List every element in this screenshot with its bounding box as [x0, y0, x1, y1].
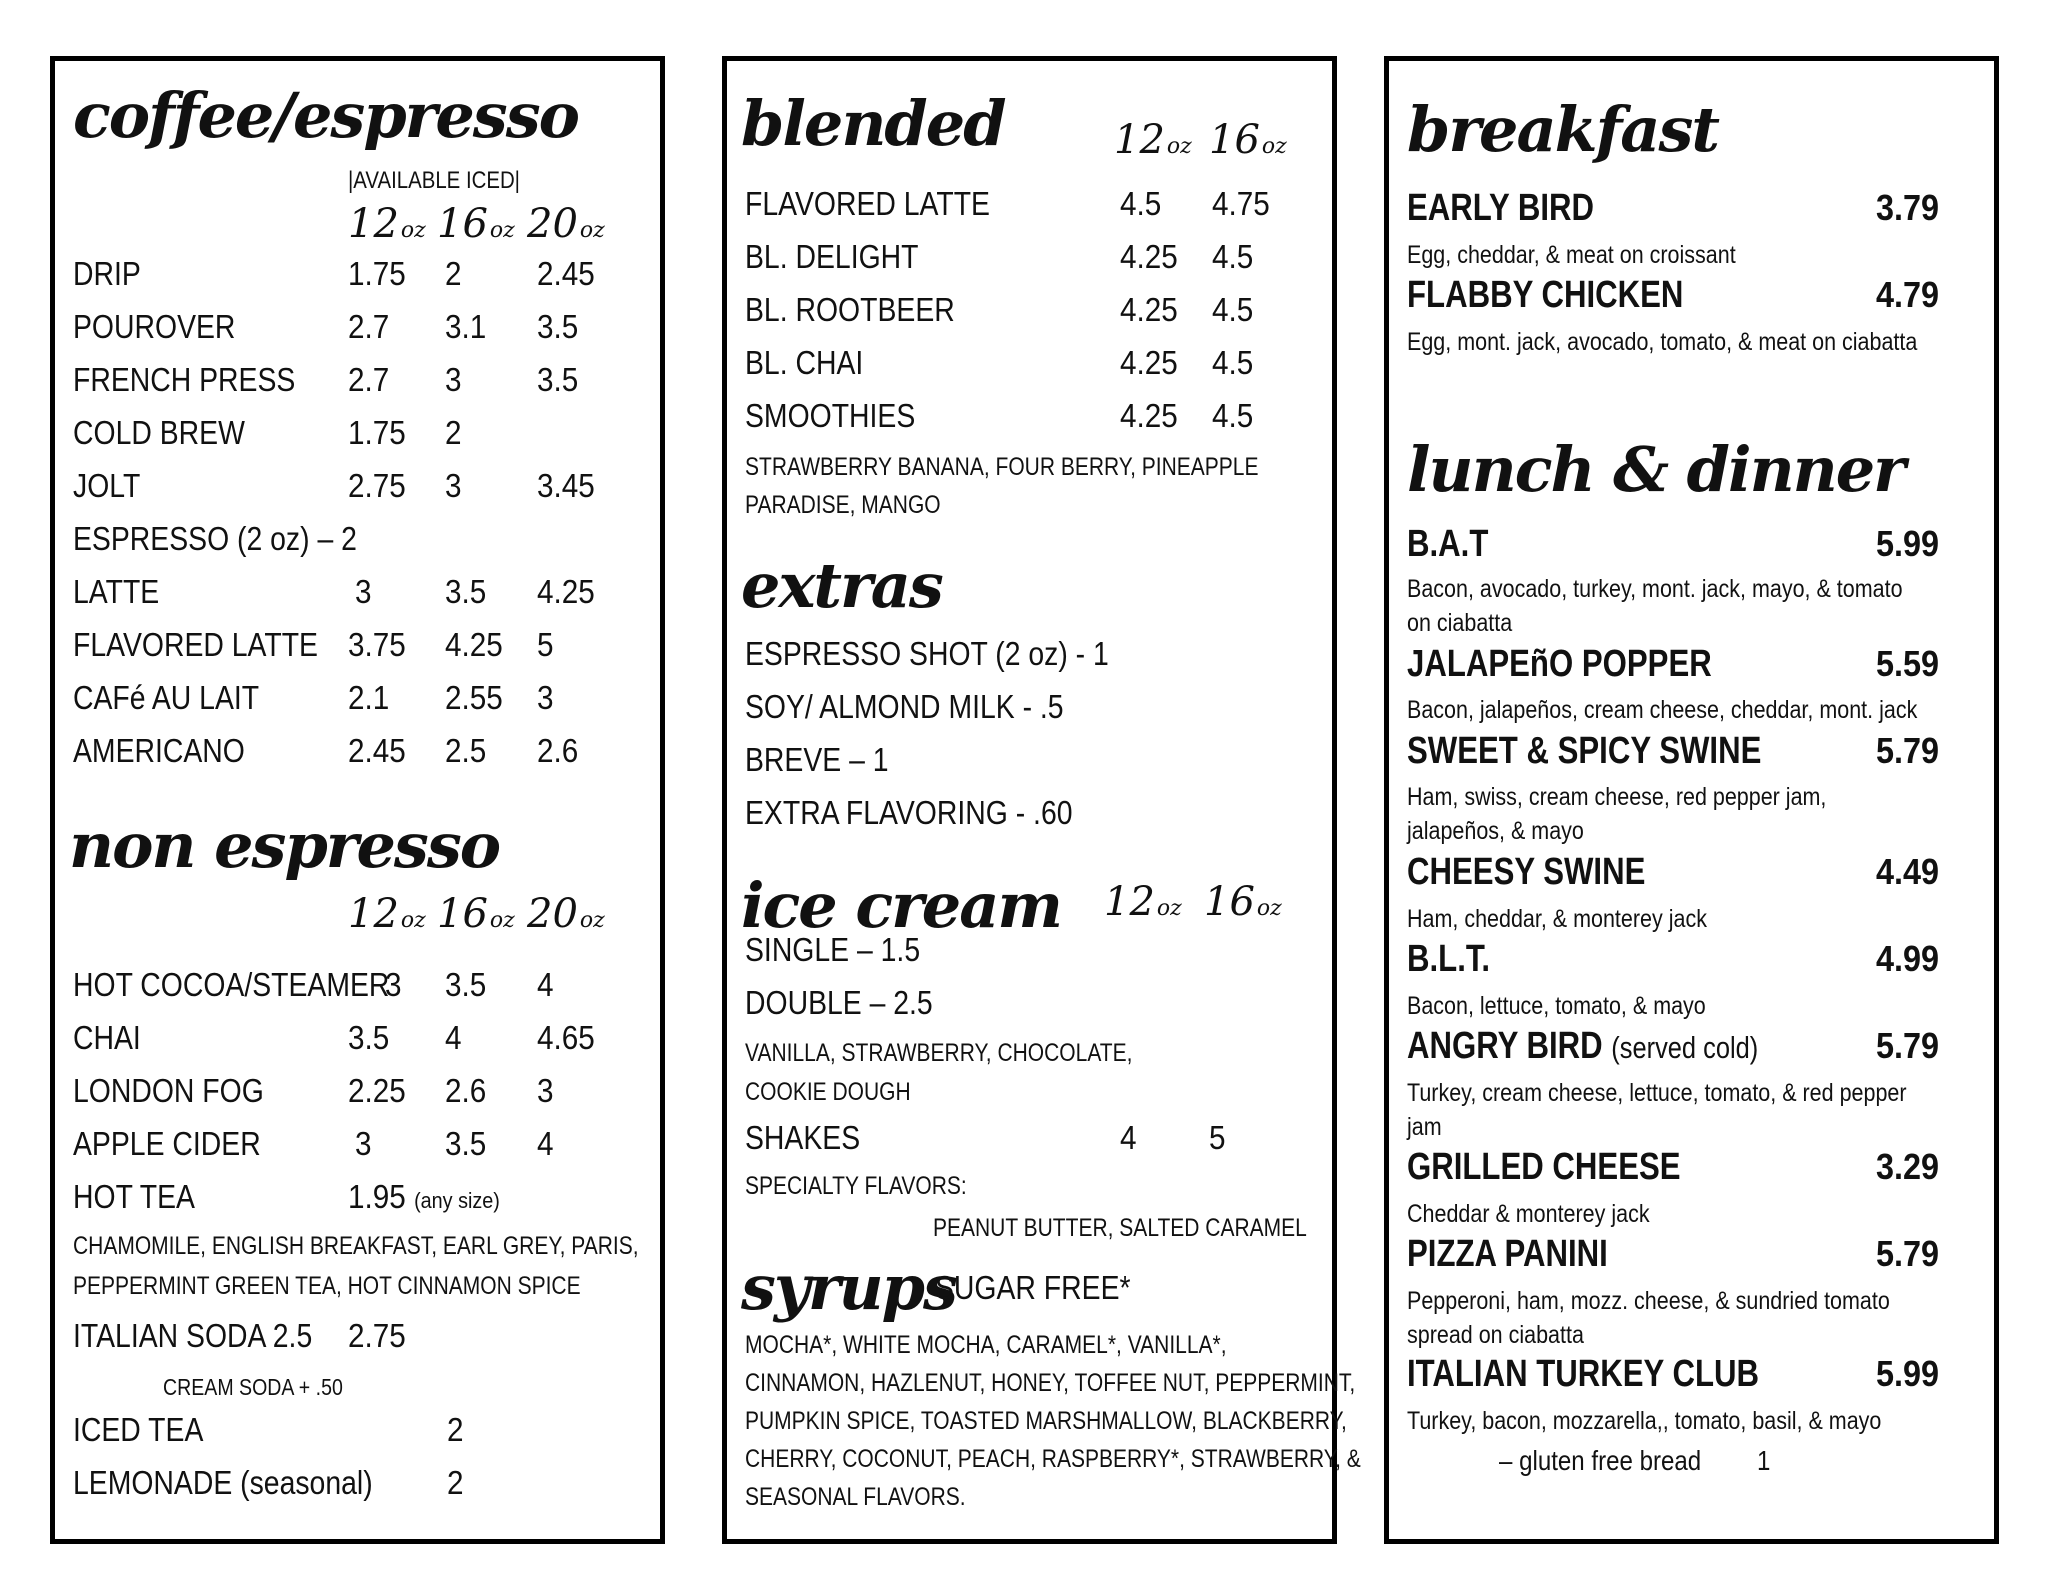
price-16: 2.6 [445, 1072, 487, 1109]
extras-item-extra-flavoring: EXTRA FLAVORING - .60 [745, 794, 1073, 831]
price-20: 3 [537, 1072, 554, 1109]
blended-size-16: 16oz [1209, 117, 1287, 163]
price-16: 4.5 [1212, 291, 1254, 328]
blended-title: blended [741, 87, 1005, 160]
ice-cream-title: ice cream [741, 869, 1061, 942]
price-16: 3 [445, 467, 462, 504]
smoothie-flavors-line-2: PARADISE, MANGO [745, 491, 941, 519]
item-name: ANGRY BIRD (served cold) [1407, 1025, 1759, 1067]
price-16: 4 [445, 1019, 462, 1056]
item-desc-1: Pepperoni, ham, mozz. cheese, & sundried tomato [1407, 1287, 1890, 1315]
tea-flavor-line-2: PEPPERMINT GREEN TEA, HOT CINNAMON SPICE [73, 1272, 581, 1300]
item-desc-1: Cheddar & monterey jack [1407, 1200, 1650, 1228]
price-20: 4 [537, 1125, 554, 1162]
item-name: BL. ROOTBEER [745, 291, 955, 328]
non-espresso-size-16: 16oz [437, 891, 515, 937]
item-price: 5.79 [1876, 730, 1940, 771]
price-16: 3.5 [445, 573, 487, 610]
non-espresso-size-20: 20oz [527, 891, 605, 937]
item-desc-1: Bacon, lettuce, tomato, & mayo [1407, 992, 1706, 1020]
price-12: 3 [355, 573, 372, 610]
item-desc-1: Bacon, avocado, turkey, mont. jack, mayo, & tomato [1407, 575, 1903, 603]
item-desc-2: on ciabatta [1407, 609, 1513, 637]
price-16: 2.75 [348, 1317, 406, 1354]
non-espresso-size-12: 12oz [348, 891, 426, 937]
price-20: 4.25 [537, 573, 595, 610]
syrup-line-4: CHERRY, COCONUT, PEACH, RASPBERRY*, STRAWBERRY, & [745, 1445, 1361, 1473]
item-price: 5.59 [1876, 643, 1940, 684]
coffee-size-12: 12oz [348, 201, 426, 247]
item-name: EARLY BIRD [1407, 187, 1595, 229]
item-name: PIZZA PANINI [1407, 1233, 1608, 1275]
item-desc-1: Ham, cheddar, & monterey jack [1407, 905, 1707, 933]
item-name: FLABBY CHICKEN [1407, 274, 1684, 316]
blended-panel [722, 56, 1361, 1544]
item-price: 3.29 [1876, 1146, 1940, 1187]
coffee-espresso-title: coffee/espresso [73, 79, 578, 152]
syrup-line-3: PUMPKIN SPICE, TOASTED MARSHMALLOW, BLACKBERRY, [745, 1407, 1347, 1435]
item-name: ITALIAN SODA 2.5 [73, 1317, 313, 1354]
price-12: 4.25 [1120, 291, 1178, 328]
item-desc-1: Turkey, cream cheese, lettuce, tomato, & red pepper [1407, 1079, 1907, 1107]
price-20: 2.45 [537, 255, 595, 292]
item-name: ESPRESSO (2 oz) – 2 [73, 520, 357, 557]
tea-flavor-line-1: CHAMOMILE, ENGLISH BREAKFAST, EARL GREY, PARIS, [73, 1232, 639, 1260]
price-12: 2.7 [348, 361, 390, 398]
item-name: JOLT [73, 467, 141, 504]
sugar-free-label: SUGAR FREE* [935, 1269, 1131, 1306]
item-desc-2: jam [1407, 1113, 1442, 1141]
price-20: 3.45 [537, 467, 595, 504]
price-12: 3.75 [348, 626, 406, 663]
item-name: B.A.T [1407, 523, 1489, 565]
price-16: 2.5 [445, 732, 487, 769]
syrups-title: syrups [741, 1251, 956, 1324]
item-name: LEMONADE (seasonal) [73, 1464, 373, 1501]
item-name: APPLE CIDER [73, 1125, 261, 1162]
breakfast-title: breakfast [1407, 93, 1718, 166]
item-name: ICED TEA [73, 1411, 204, 1448]
item-desc-2: spread on ciabatta [1407, 1321, 1584, 1349]
item-name: SMOOTHIES [745, 397, 916, 434]
price-12: 3 [355, 1125, 372, 1162]
item-price: 4.79 [1876, 274, 1940, 315]
item-name: FLAVORED LATTE [73, 626, 318, 663]
item-name: BL. DELIGHT [745, 238, 919, 275]
item-desc: Egg, cheddar, & meat on croissant [1407, 241, 1736, 269]
coffee-size-16: 16oz [437, 201, 515, 247]
food-panel [1384, 56, 1999, 1544]
item-name: CHAI [73, 1019, 141, 1056]
price: 2 [447, 1464, 464, 1501]
extras-item-soy-almond: SOY/ ALMOND MILK - .5 [745, 688, 1064, 725]
price: 2 [447, 1411, 464, 1448]
item-name: FRENCH PRESS [73, 361, 296, 398]
lunch-dinner-title: lunch & dinner [1407, 433, 1904, 506]
price-12: 2.1 [348, 679, 390, 716]
item-name: JALAPEñO POPPER [1407, 643, 1712, 685]
ice-cream-single: SINGLE – 1.5 [745, 931, 921, 968]
price-12: 4.25 [1120, 238, 1178, 275]
price-20: 3 [537, 679, 554, 716]
smoothie-flavors-line-1: STRAWBERRY BANANA, FOUR BERRY, PINEAPPLE [745, 453, 1259, 481]
ice-cream-size-12: 12oz [1104, 879, 1182, 925]
price-12: 1.75 [348, 255, 406, 292]
price-20: 3.5 [537, 308, 579, 345]
price-16: 2 [445, 414, 462, 451]
item-price: 5.99 [1876, 1353, 1940, 1394]
ice-cream-flavors-line-1: VANILLA, STRAWBERRY, CHOCOLATE, [745, 1039, 1133, 1067]
syrup-line-5: SEASONAL FLAVORS. [745, 1483, 966, 1511]
price-16: 3.5 [445, 966, 487, 1003]
item-name: FLAVORED LATTE [745, 185, 990, 222]
item-name: SWEET & SPICY SWINE [1407, 730, 1762, 772]
item-name: COLD BREW [73, 414, 245, 451]
extras-item-espresso-shot: ESPRESSO SHOT (2 oz) - 1 [745, 635, 1109, 672]
gluten-free-label: – gluten free bread [1499, 1445, 1702, 1476]
item-price: 4.99 [1876, 938, 1940, 979]
price-16: 4.75 [1212, 185, 1270, 222]
price-16: 3 [445, 361, 462, 398]
gluten-free-price: 1 [1757, 1445, 1771, 1476]
item-name: LATTE [73, 573, 160, 610]
specialty-flavors: PEANUT BUTTER, SALTED CARAMEL [933, 1214, 1307, 1242]
available-iced-note: |AVAILABLE ICED| [348, 167, 520, 194]
price-16: 4.5 [1212, 344, 1254, 381]
item-desc-1: Turkey, bacon, mozzarella,, tomato, basil, & mayo [1407, 1407, 1882, 1435]
price-16: 2.55 [445, 679, 503, 716]
ice-cream-size-16: 16oz [1204, 879, 1282, 925]
non-espresso-title: non espresso [69, 809, 500, 882]
price-12: 3.5 [348, 1019, 390, 1056]
item-desc-2: jalapeños, & mayo [1407, 817, 1584, 845]
price-20: 5 [537, 626, 554, 663]
price-16: 2 [445, 255, 462, 292]
syrup-line-2: CINNAMON, HAZLENUT, HONEY, TOFFEE NUT, PEPPERMINT, [745, 1369, 1356, 1397]
extras-title: extras [741, 549, 942, 622]
price-12: 2.75 [348, 467, 406, 504]
coffee-panel [50, 56, 665, 1544]
price-12: 4.25 [1120, 344, 1178, 381]
item-price: 4.49 [1876, 851, 1940, 892]
item-price: 5.99 [1876, 523, 1940, 564]
item-name: CHEESY SWINE [1407, 851, 1646, 893]
item-name: B.L.T. [1407, 938, 1491, 980]
item-name: BL. CHAI [745, 344, 864, 381]
price-12: 4.25 [1120, 397, 1178, 434]
price-16: 5 [1209, 1119, 1226, 1156]
price-12: 2.45 [348, 732, 406, 769]
item-desc-1: Bacon, jalapeños, cream cheese, cheddar, mont. jack [1407, 696, 1918, 724]
item-name: POUROVER [73, 308, 236, 345]
item-name: SHAKES [745, 1119, 861, 1156]
item-desc: Egg, mont. jack, avocado, tomato, & meat on ciabatta [1407, 328, 1918, 356]
extras-item-breve: BREVE – 1 [745, 741, 889, 778]
price-20: 2.6 [537, 732, 579, 769]
item-name: AMERICANO [73, 732, 245, 769]
item-name: CAFé AU LAIT [73, 679, 260, 716]
ice-cream-double: DOUBLE – 2.5 [745, 984, 933, 1021]
item-desc-1: Ham, swiss, cream cheese, red pepper jam, [1407, 783, 1827, 811]
item-price: 3.79 [1876, 187, 1940, 228]
coffee-size-20: 20oz [527, 201, 605, 247]
price-12: 2.7 [348, 308, 390, 345]
item-name: HOT COCOA/STEAMER [73, 966, 390, 1003]
specialty-flavors-label: SPECIALTY FLAVORS: [745, 1172, 967, 1200]
price-16: 4.25 [445, 626, 503, 663]
price-12: 4 [1120, 1119, 1137, 1156]
price-16: 4.5 [1212, 397, 1254, 434]
price-12: 3 [385, 966, 402, 1003]
price-16: 3.5 [445, 1125, 487, 1162]
price-16: 3.1 [445, 308, 487, 345]
hot-tea-price: 1.95 (any size) [348, 1178, 500, 1215]
price-16: 4.5 [1212, 238, 1254, 275]
item-name: HOT TEA [73, 1178, 195, 1215]
price-12: 2.25 [348, 1072, 406, 1109]
item-name: LONDON FOG [73, 1072, 264, 1109]
item-name: ITALIAN TURKEY CLUB [1407, 1353, 1759, 1395]
blended-size-12: 12oz [1114, 117, 1192, 163]
syrup-line-1: MOCHA*, WHITE MOCHA, CARAMEL*, VANILLA*, [745, 1331, 1227, 1359]
price-12: 1.75 [348, 414, 406, 451]
item-name: DRIP [73, 255, 141, 292]
ice-cream-flavors-line-2: COOKIE DOUGH [745, 1078, 911, 1106]
price-20: 4 [537, 966, 554, 1003]
item-price: 5.79 [1876, 1233, 1940, 1274]
price-20: 3.5 [537, 361, 579, 398]
cream-soda-note: CREAM SODA + .50 [163, 1374, 343, 1400]
item-price: 5.79 [1876, 1025, 1940, 1066]
price-20: 4.65 [537, 1019, 595, 1056]
item-name: GRILLED CHEESE [1407, 1146, 1681, 1188]
price-12: 4.5 [1120, 185, 1162, 222]
